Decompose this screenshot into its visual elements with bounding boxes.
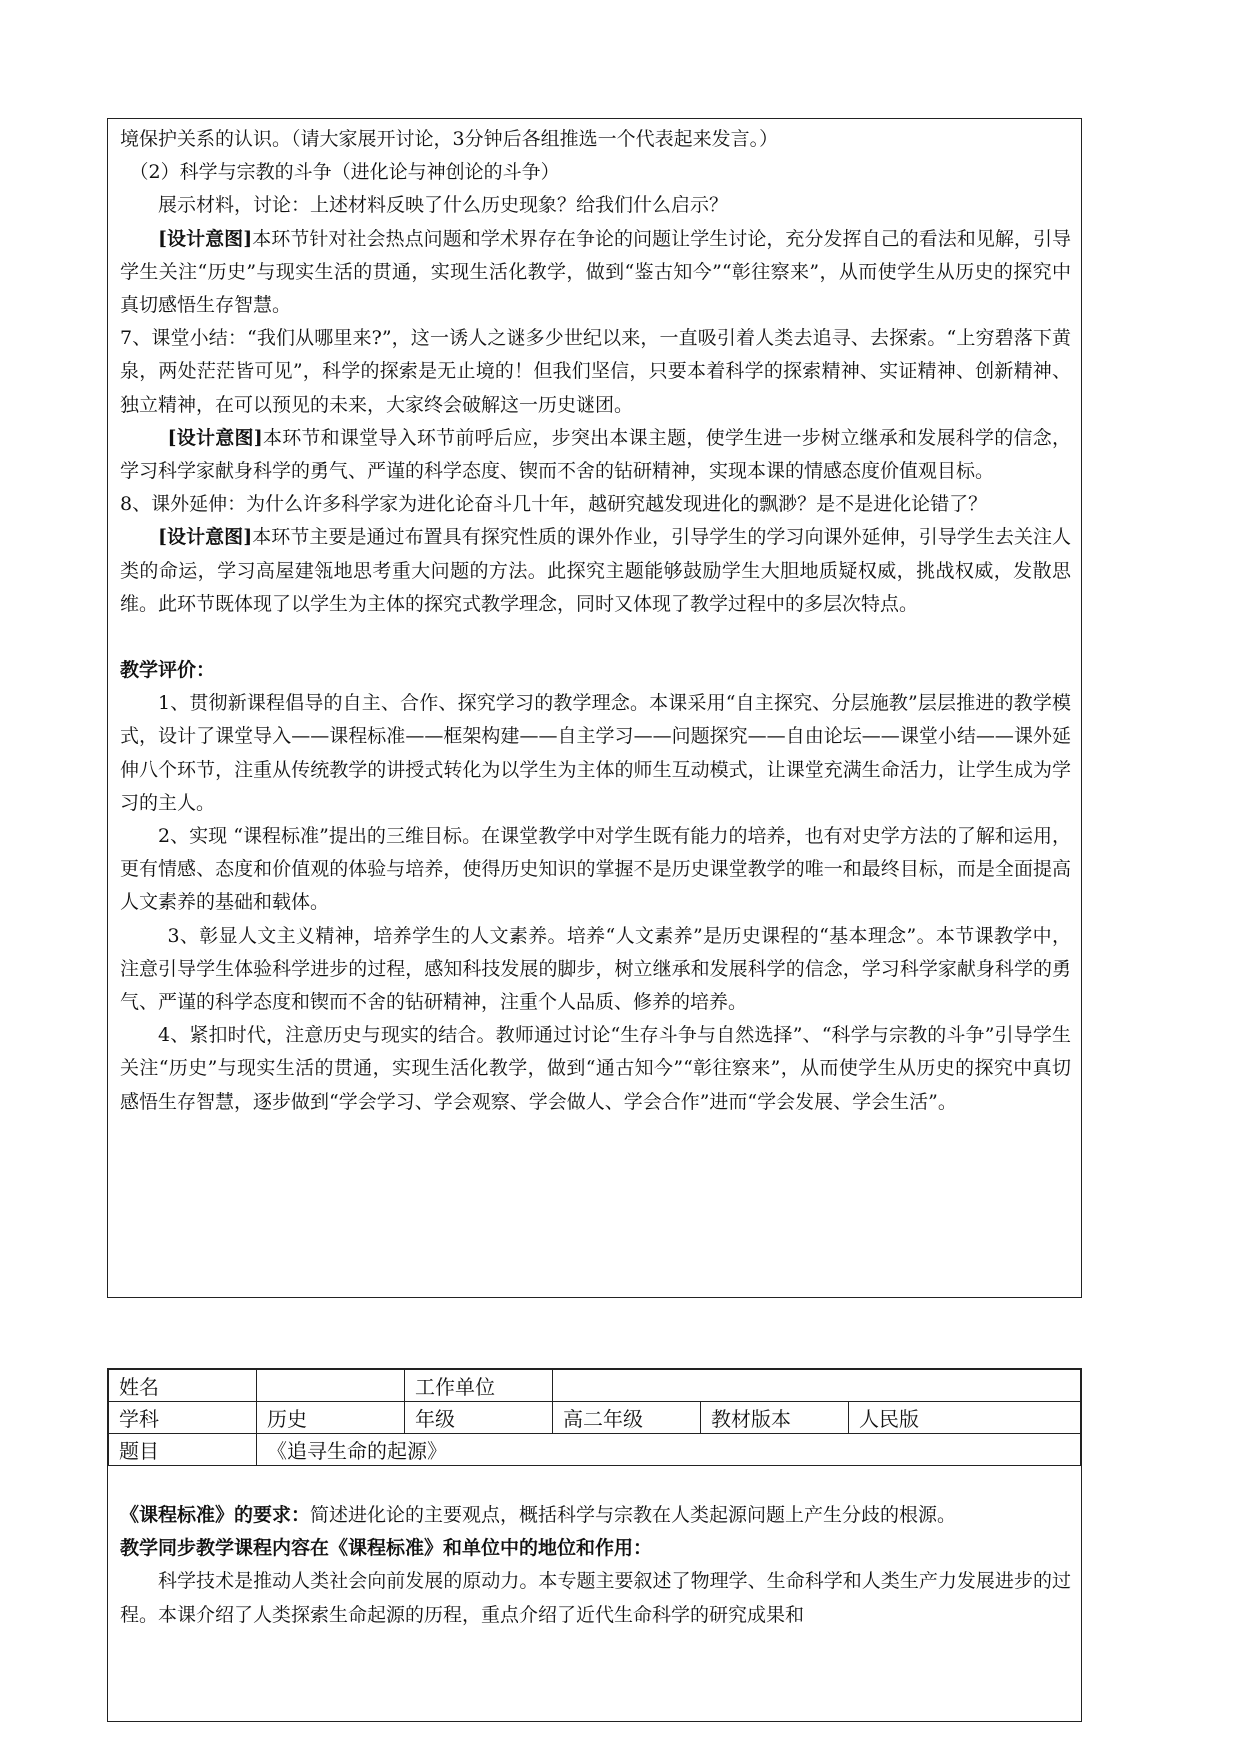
lesson-info-box [107, 1368, 1082, 1722]
lesson-continuation-box [107, 118, 1082, 1298]
unit-label: 工作单位 [405, 1370, 553, 1402]
table-row [109, 1402, 1081, 1434]
evaluation-title: 教学评价： [120, 659, 216, 682]
lesson-info-table [108, 1369, 1081, 1466]
edition-label: 教材版本 [701, 1402, 849, 1434]
grade-label: 年级 [405, 1402, 553, 1434]
paragraph-design-intent-3: [设计意图]本环节主要是通过布置具有探究性质的课外作业，引导学生的学习向课外延伸，引导学生去关注人类的命运，学习高屋建瓴地思考重大问题的方法。此探究主题能够鼓励学生大胆地质疑权威，挑战权威，发散思维。此环节既体现了以学生为主体的探究式教学理念，同时又体现了教学过程中的多层次特点。 [120, 526, 1071, 615]
curriculum-requirements [120, 1499, 1071, 1632]
design-intent-label: [设计意图] [167, 426, 263, 449]
edition-value: 人民版 [849, 1402, 1081, 1434]
subject-label: 学科 [109, 1402, 257, 1434]
paragraph-science-religion: （2）科学与宗教的斗争（进化论与神创论的斗争） [129, 161, 560, 184]
topic-label: 题目 [109, 1434, 257, 1466]
paragraph-show-material: 展示材料，讨论：上述材料反映了什么历史现象？给我们什么启示？ [158, 194, 729, 217]
evaluation-item-1: 1、贯彻新课程倡导的自主、合作、探究学习的教学理念。本课采用“自主探究、分层施教”层层推进的教学模式，设计了课堂导入——课程标准——框架构建——自主学习——问题探究——自由论坛——课堂小结——课外延伸八个环节，注重从传统教学的讲授式转化为以学生为主体的师生互动模式，让课堂充满生命活力，让学生成为学习的主人。 [120, 692, 1071, 814]
subject-value: 历史 [257, 1402, 405, 1434]
paragraph-discussion-end: 境保护关系的认识。（请大家展开讨论，3分钟后各组推选一个代表起来发言。） [120, 128, 779, 150]
paragraph-class-summary: 7、课堂小结：“我们从哪里来?”，这一诱人之谜多少世纪以来，一直吸引着人类去追寻、去探索。“上穷碧落下黄泉，两处茫茫皆可见”，科学的探索是无止境的！但我们坚信，只要本着科学的探索精神、实证精神、创新精神、独立精神，在可以预见的未来，大家终会破解这一历史谜团。 [120, 327, 1071, 416]
paragraph-design-intent-1: [设计意图]本环节针对社会热点问题和学术界存在争论的问题让学生讨论，充分发挥自己的看法和见解，引导学生关注“历史”与现实生活的贯通，实现生活化教学，做到“鉴古知今”“彰往察来”，从而使学生从历史的探究中真切感悟生存智慧。 [120, 227, 1071, 317]
grade-value: 高二年级 [553, 1402, 701, 1434]
table-row [109, 1370, 1081, 1402]
evaluation-item-2: 2、实现 “课程标准”提出的三维目标。在课堂教学中对学生既有能力的培养，也有对史学方法的了解和运用，更有情感、态度和价值观的体验与培养，使得历史知识的掌握不是历史课堂教学的唯一和最终目标，而是全面提高人文素养的基础和载体。 [120, 825, 1071, 914]
paragraph-extension: 8、课外延伸：为什么许多科学家为进化论奋斗几十年，越研究越发现进化的飘渺？是不是进化论错了？ [120, 493, 988, 516]
table-row [109, 1434, 1081, 1466]
unit-value [553, 1370, 1081, 1402]
position-title: 教学同步教学课程内容在《课程标准》和单位中的地位和作用： [120, 1537, 653, 1560]
requirement-text: 简述进化论的主要观点，概括科学与宗教在人类起源问题上产生分歧的根源。 [310, 1504, 957, 1526]
evaluation-item-3: 3、彰显人文主义精神，培养学生的人文素养。培养“人文素养”是历史课程的“基本理念”。本节课教学中，注意引导学生体验科学进步的过程，感知科技发展的脚步，树立继承和发展科学的信念，学习科学家献身科学的勇气、严谨的科学态度和锲而不舍的钻研精神，注重个人品质、修养的培养。 [120, 924, 1071, 1014]
position-text: 科学技术是推动人类社会向前发展的原动力。本专题主要叙述了物理学、生命科学和人类生产力发展进步的过程。本课介绍了人类探索生命起源的历程，重点介绍了近代生命科学的研究成果和 [120, 1570, 1071, 1626]
lesson-content [120, 123, 1071, 1119]
name-label: 姓名 [109, 1370, 257, 1402]
requirement-label: 《课程标准》的要求： [120, 1504, 311, 1526]
topic-value: 《追寻生命的起源》 [257, 1434, 1081, 1466]
evaluation-item-4: 4、紧扣时代，注意历史与现实的结合。教师通过讨论“生存斗争与自然选择”、“科学与宗教的斗争”引导学生关注“历史”与现实生活的贯通，实现生活化教学，做到“通古知今”“彰往察来”，从而使学生从历史的探究中真切感悟生存智慧，逐步做到“学会学习、学会观察、学会做人、学会合作”进而“学会发展、学会生活”。 [120, 1024, 1071, 1113]
design-intent-label: [设计意图] [158, 227, 253, 250]
paragraph-design-intent-2: [设计意图]本环节和课堂导入环节前呼后应，步突出本课主题，使学生进一步树立继承和发展科学的信念，学习科学家献身科学的勇气、严谨的科学态度、锲而不舍的钻研精神，实现本课的情感态度价值观目标。 [120, 426, 1071, 483]
design-intent-label: [设计意图] [158, 526, 253, 549]
name-value [257, 1370, 405, 1402]
requirement-paragraph [120, 1499, 1071, 1532]
